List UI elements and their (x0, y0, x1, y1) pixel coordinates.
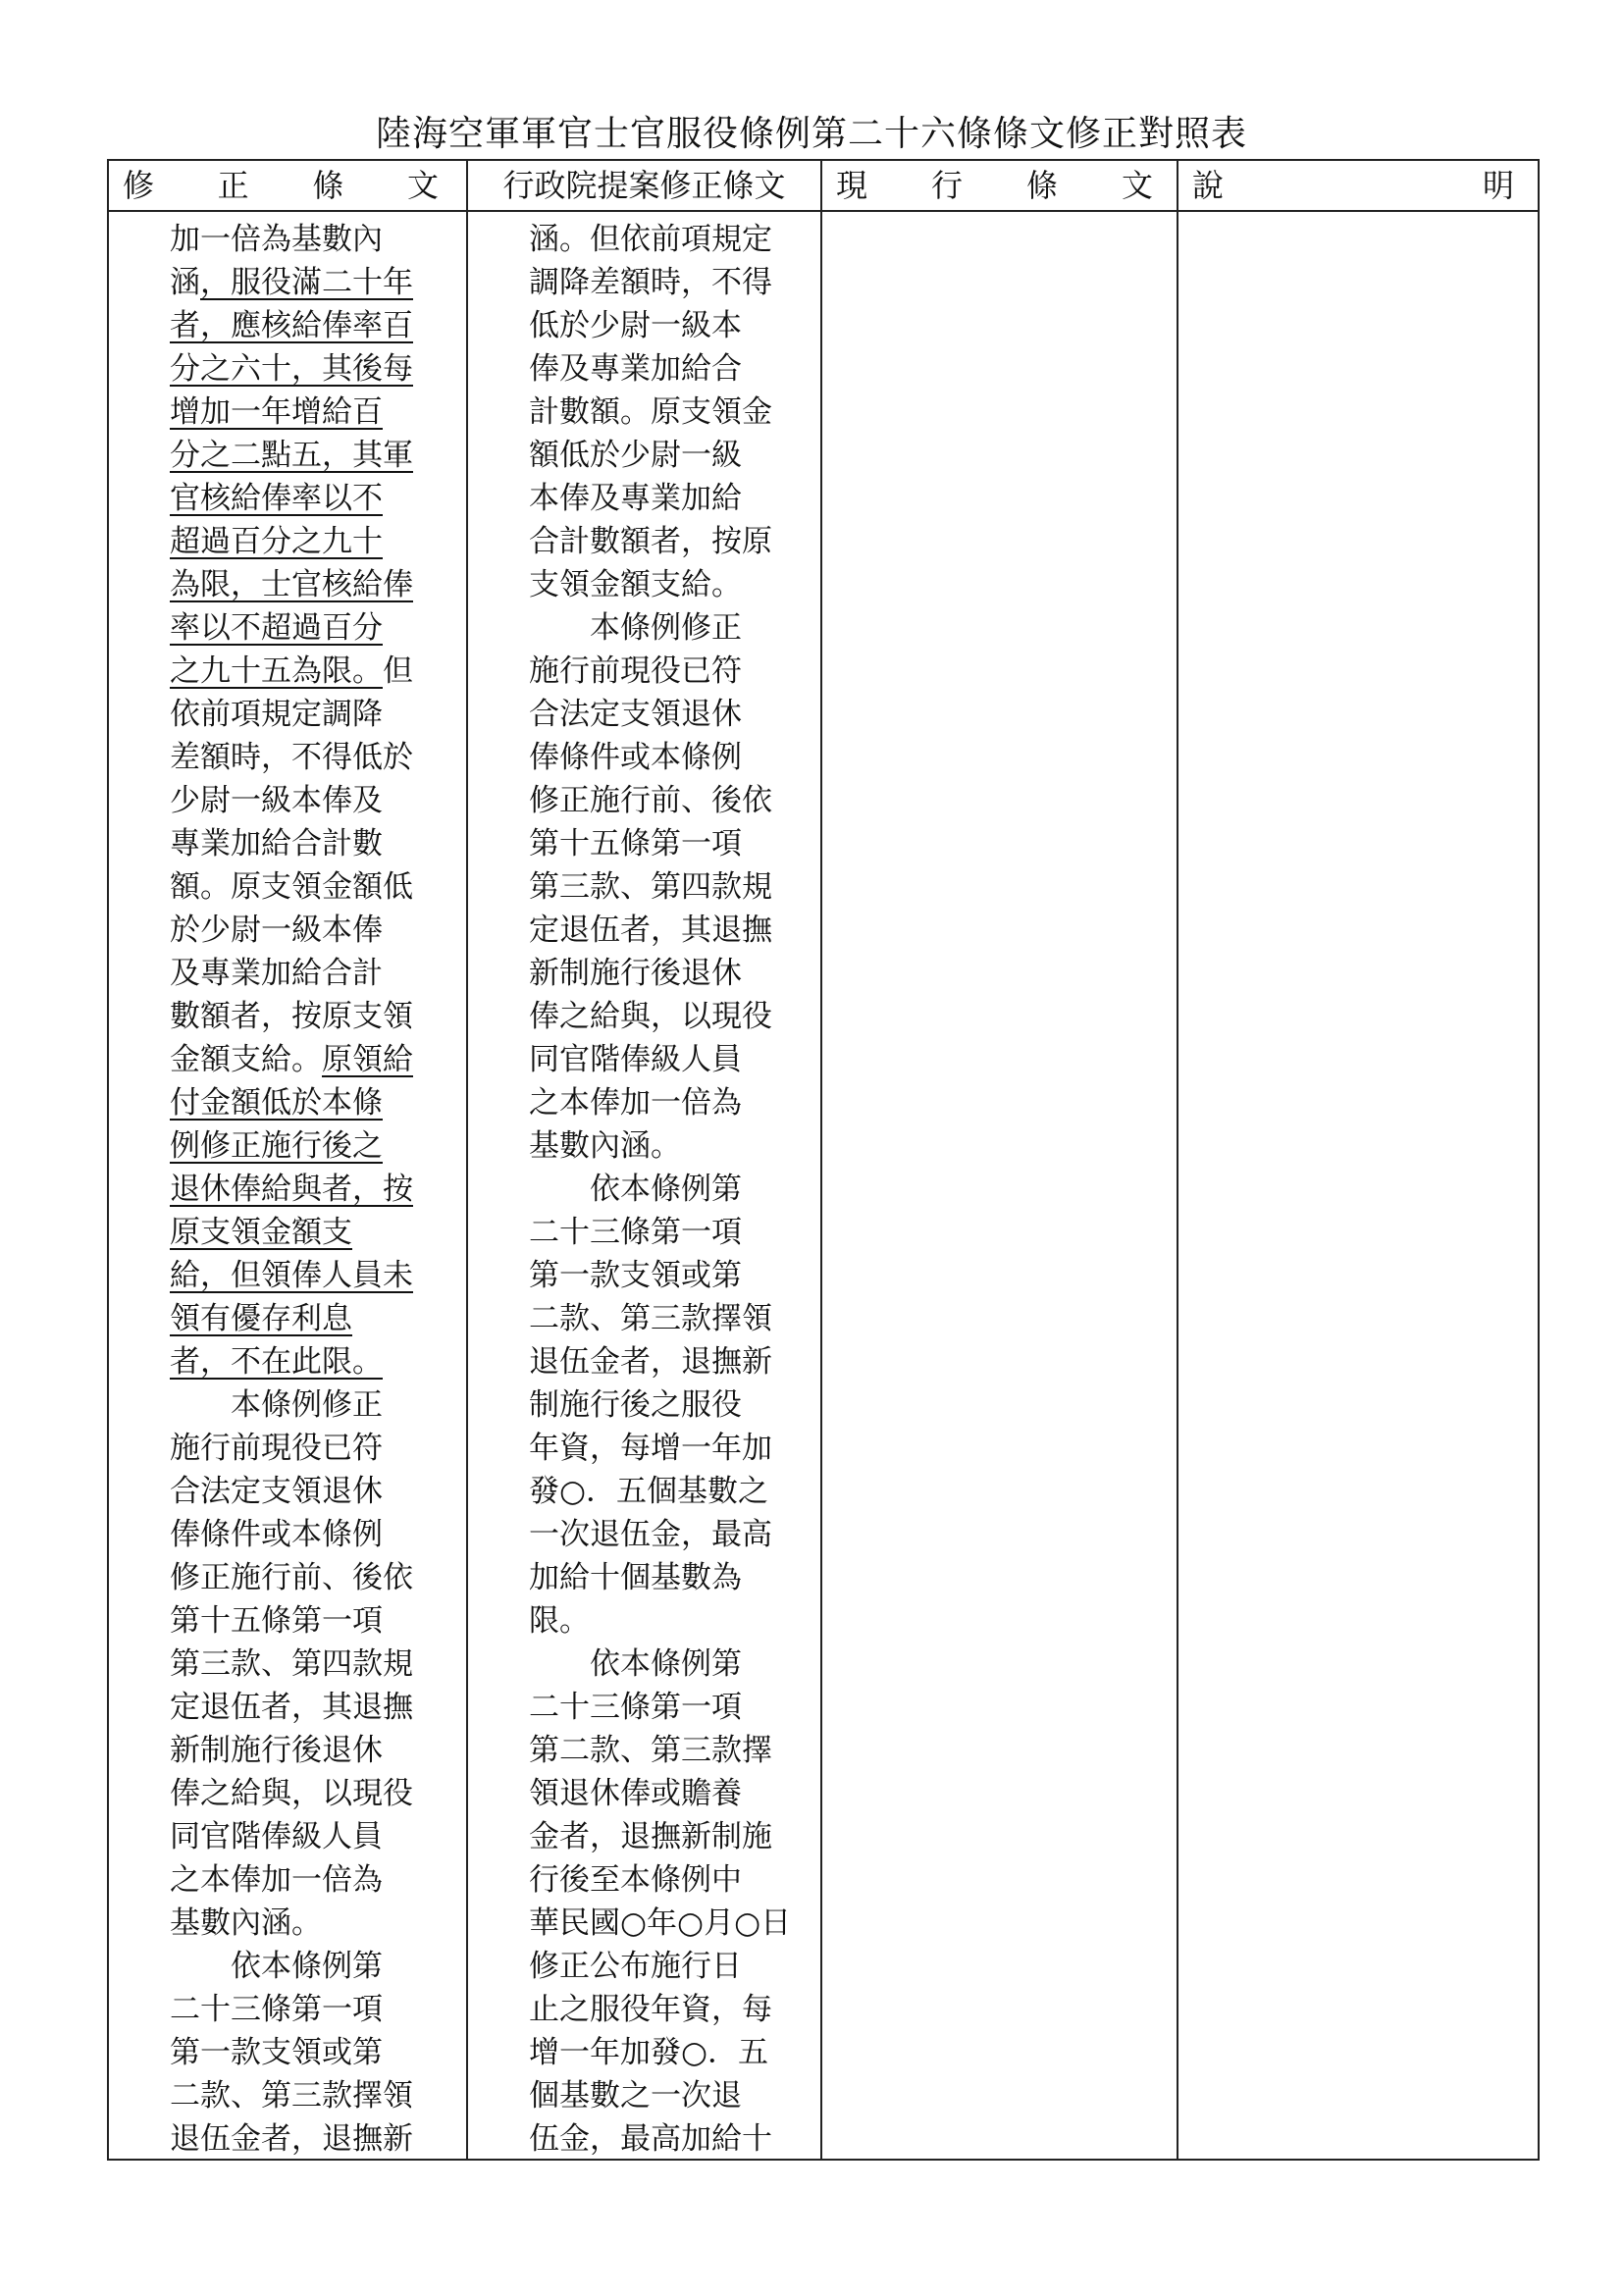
text-line (170, 391, 464, 434)
text-line (170, 347, 464, 391)
text-line (529, 2031, 818, 2074)
text-line (529, 1470, 818, 1513)
text-line (529, 434, 818, 477)
text-segment: 增一年加發○．五 (529, 2035, 769, 2070)
text-line (529, 347, 818, 391)
text-segment: 止之服役年資，每 (529, 1992, 772, 2027)
text-line (170, 1211, 464, 1254)
text-line (170, 1340, 464, 1383)
text-line (529, 693, 818, 736)
text-line (529, 391, 818, 434)
text-segment: 定退伍者，其退撫 (170, 1690, 413, 1725)
text-segment: 本條例修正 (231, 1387, 383, 1423)
text-segment: 基數內涵。 (170, 1905, 322, 1941)
text-segment: 第十五條第一項 (529, 826, 742, 861)
text-segment: 之本俸加一倍為 (170, 1862, 383, 1898)
text-segment: 第二款、第三款擇 (529, 1733, 772, 1768)
text-line (170, 909, 464, 952)
text-line (170, 1945, 464, 1988)
amended-text-underlined: 原支領金額支 (170, 1215, 352, 1250)
text-line (529, 1556, 818, 1599)
amended-text-underlined: 例修正施行後之 (170, 1128, 383, 1164)
text-segment: 第一款支領或第 (529, 1258, 742, 1293)
text-segment: 基數內涵。 (529, 1128, 681, 1164)
text-line (170, 1427, 464, 1470)
text-line (170, 1124, 464, 1168)
text-line (170, 2031, 464, 2074)
text-line (529, 1254, 818, 1297)
text-segment: 額低於少尉一級 (529, 438, 742, 473)
text-segment: 依本條例第 (231, 1949, 383, 1984)
text-line (170, 434, 464, 477)
header-current (822, 161, 1177, 210)
text-line (170, 1729, 464, 1772)
text-line (170, 1513, 464, 1556)
text-line (170, 736, 464, 779)
text-line (170, 1038, 464, 1081)
text-segment: 俸條件或本條例 (529, 740, 742, 775)
text-line (529, 520, 818, 563)
text-segment: 二十三條第一項 (170, 1992, 383, 2027)
text-line (529, 1513, 818, 1556)
text-line (170, 779, 464, 822)
amended-text-underlined: 為限，士官核給俸 (170, 567, 413, 602)
text-segment: 二款、第三款擇領 (170, 2078, 413, 2113)
header-explanation (1178, 161, 1538, 210)
text-line (170, 952, 464, 995)
text-segment: 差額時，不得低於 (170, 740, 413, 775)
text-segment: 本條例修正 (590, 610, 742, 646)
text-segment: 限。 (529, 1603, 590, 1639)
text-segment: 領退休俸或贍養 (529, 1776, 742, 1811)
column-divider (466, 161, 468, 2159)
text-line (529, 1211, 818, 1254)
text-line (529, 822, 818, 865)
header-explanation-char: 明 (1482, 167, 1514, 204)
text-line (170, 520, 464, 563)
text-line (170, 1815, 464, 1858)
text-line (529, 1427, 818, 1470)
text-segment: 本俸及專業加給 (529, 481, 742, 516)
amended-text-underlined: 增加一年增給百 (170, 394, 383, 430)
text-line (529, 1945, 818, 1988)
text-segment: 新制施行後退休 (529, 956, 742, 991)
text-line (529, 1168, 818, 1211)
text-segment: 合法定支領退休 (170, 1474, 383, 1509)
text-line (170, 693, 464, 736)
text-line (170, 1902, 464, 1945)
text-line (170, 606, 464, 650)
header-amended (109, 161, 466, 210)
text-segment: 同官階俸級人員 (529, 1042, 742, 1077)
text-segment: 俸之給與，以現役 (529, 999, 772, 1034)
text-segment: 計數額。原支領金 (529, 394, 772, 430)
text-line (529, 1081, 818, 1124)
text-segment: 涵。但依前項規定 (529, 222, 772, 257)
text-segment: 第十五條第一項 (170, 1603, 383, 1639)
text-segment: 施行前現役已符 (529, 653, 742, 689)
text-line (529, 2117, 818, 2161)
text-line (170, 1297, 464, 1340)
text-segment: 但 (383, 653, 413, 689)
text-line (529, 1124, 818, 1168)
text-segment: 修正施行前、後依 (170, 1560, 413, 1595)
text-line (170, 1988, 464, 2031)
text-line (170, 1168, 464, 1211)
amended-text-column (170, 218, 464, 2161)
amended-text-underlined: 領有優存利息 (170, 1301, 352, 1336)
text-line (529, 1902, 818, 1945)
text-line (529, 1340, 818, 1383)
text-segment: 金者，退撫新制施 (529, 1819, 772, 1854)
text-line (170, 1254, 464, 1297)
text-segment: 俸之給與，以現役 (170, 1776, 413, 1811)
text-line (529, 1988, 818, 2031)
text-line (170, 1686, 464, 1729)
text-segment: 新制施行後退休 (170, 1733, 383, 1768)
text-segment: 及專業加給合計 (170, 956, 383, 991)
text-segment: 合法定支領退休 (529, 697, 742, 732)
text-segment: 施行前現役已符 (170, 1431, 383, 1466)
text-line (170, 1470, 464, 1513)
amended-text-underlined: 者，應核給俸率百 (170, 308, 413, 343)
header-amended-char: 文 (406, 167, 439, 204)
amended-text-underlined: 原領給 (322, 1042, 413, 1077)
header-current-char: 行 (930, 167, 963, 204)
amended-text-underlined: 率以不超過百分 (170, 610, 383, 646)
text-segment: 華民國○年○月○日 (529, 1905, 792, 1941)
text-segment: 一次退伍金，最高 (529, 1517, 772, 1552)
text-segment: 退伍金者，退撫新 (529, 1344, 772, 1380)
text-segment: 退伍金者，退撫新 (170, 2121, 413, 2157)
text-segment: 少尉一級本俸及 (170, 783, 383, 818)
amended-text-underlined: 分之二點五，其軍 (170, 438, 413, 473)
text-line (529, 477, 818, 520)
text-segment: 調降差額時，不得 (529, 265, 772, 300)
text-line (170, 563, 464, 606)
text-line (170, 995, 464, 1038)
text-segment: 個基數之一次退 (529, 2078, 742, 2113)
amended-text-underlined: 付金額低於本條 (170, 1085, 383, 1121)
text-line (170, 218, 464, 261)
text-line (170, 2117, 464, 2161)
text-line (529, 218, 818, 261)
text-segment: 依本條例第 (590, 1172, 742, 1207)
text-line (529, 779, 818, 822)
text-line (529, 304, 818, 347)
text-segment: 依本條例第 (590, 1646, 742, 1682)
text-segment: 修正公布施行日 (529, 1949, 742, 1984)
text-segment: 第一款支領或第 (170, 2035, 383, 2070)
executive-text-column (529, 218, 818, 2161)
header-divider (109, 210, 1538, 212)
text-segment: 專業加給合計數 (170, 826, 383, 861)
text-segment: 低於少尉一級本 (529, 308, 742, 343)
amended-text-underlined: 分之六十，其後每 (170, 351, 413, 387)
text-line (170, 650, 464, 693)
text-segment: 俸條件或本條例 (170, 1517, 383, 1552)
text-segment: 第三款、第四款規 (529, 869, 772, 905)
text-segment: 行後至本條例中 (529, 1862, 742, 1898)
text-line (170, 1772, 464, 1815)
text-line (170, 865, 464, 909)
text-line (529, 650, 818, 693)
text-line (170, 1858, 464, 1902)
text-line (529, 1729, 818, 1772)
text-segment: 二十三條第一項 (529, 1215, 742, 1250)
text-line (529, 1858, 818, 1902)
amended-text-underlined: 之九十五為限。 (170, 653, 383, 689)
text-segment: 於少尉一級本俸 (170, 913, 383, 948)
text-segment: 制施行後之服役 (529, 1387, 742, 1423)
header-executive-label: 行政院提案修正條文 (502, 167, 786, 204)
text-segment: 數額者，按原支領 (170, 999, 413, 1034)
amended-text-underlined: 者，不在此限。 (170, 1344, 383, 1380)
comparison-table (107, 159, 1540, 2161)
text-segment: 伍金，最高加給十 (529, 2121, 772, 2157)
text-line (529, 952, 818, 995)
text-line (529, 2074, 818, 2117)
amended-text-underlined: 退休俸給與者，按 (170, 1172, 413, 1207)
text-segment: 定退伍者，其退撫 (529, 913, 772, 948)
header-current-char: 條 (1025, 167, 1058, 204)
column-divider (820, 161, 822, 2159)
text-line (170, 304, 464, 347)
text-segment: 修正施行前、後依 (529, 783, 772, 818)
text-segment: 合計數額者，按原 (529, 524, 772, 559)
text-segment: 二款、第三款擇領 (529, 1301, 772, 1336)
text-line (170, 1599, 464, 1643)
header-amended-char: 修 (123, 167, 155, 204)
text-line (529, 909, 818, 952)
header-amended-char: 正 (217, 167, 249, 204)
amended-text-underlined: ，服役滿二十年 (200, 265, 413, 300)
text-segment: 同官階俸級人員 (170, 1819, 383, 1854)
header-executive (468, 161, 820, 210)
text-line (529, 1383, 818, 1427)
text-segment: 俸及專業加給合 (529, 351, 742, 387)
text-line (529, 1772, 818, 1815)
text-line (529, 995, 818, 1038)
text-line (529, 865, 818, 909)
text-line (529, 1643, 818, 1686)
amended-text-underlined: 官核給俸率以不 (170, 481, 383, 516)
text-segment: 額。原支領金額低 (170, 869, 413, 905)
text-line (170, 1081, 464, 1124)
header-explanation-char: 說 (1192, 167, 1225, 204)
text-segment: 年資，每增一年加 (529, 1431, 772, 1466)
text-line (529, 1297, 818, 1340)
text-line (170, 1556, 464, 1599)
text-line (529, 261, 818, 304)
text-line (170, 1643, 464, 1686)
text-line (529, 563, 818, 606)
text-segment: 加給十個基數為 (529, 1560, 742, 1595)
page-title: 陸海空軍軍官士官服役條例第二十六條條文修正對照表 (375, 114, 1247, 154)
header-amended-char: 條 (312, 167, 344, 204)
text-line (170, 477, 464, 520)
amended-text-underlined: 給，但領俸人員未 (170, 1258, 413, 1293)
text-segment: 二十三條第一項 (529, 1690, 742, 1725)
amended-text-underlined: 超過百分之九十 (170, 524, 383, 559)
text-segment: 涵 (170, 265, 200, 300)
header-current-char: 現 (836, 167, 868, 204)
text-segment: 支領金額支給。 (529, 567, 742, 602)
text-segment: 第三款、第四款規 (170, 1646, 413, 1682)
text-segment: 之本俸加一倍為 (529, 1085, 742, 1121)
text-line (170, 822, 464, 865)
text-line (529, 736, 818, 779)
text-segment: 金額支給。 (170, 1042, 322, 1077)
text-segment: 依前項規定調降 (170, 697, 383, 732)
header-current-char: 文 (1121, 167, 1153, 204)
text-line (170, 2074, 464, 2117)
text-line (170, 1383, 464, 1427)
text-line (529, 1038, 818, 1081)
text-line (529, 1599, 818, 1643)
text-line (529, 606, 818, 650)
text-line (170, 261, 464, 304)
text-line (529, 1815, 818, 1858)
text-line (529, 1686, 818, 1729)
text-segment: 發○．五個基數之 (529, 1474, 769, 1509)
text-segment: 加一倍為基數內 (170, 222, 383, 257)
column-divider (1177, 161, 1178, 2159)
